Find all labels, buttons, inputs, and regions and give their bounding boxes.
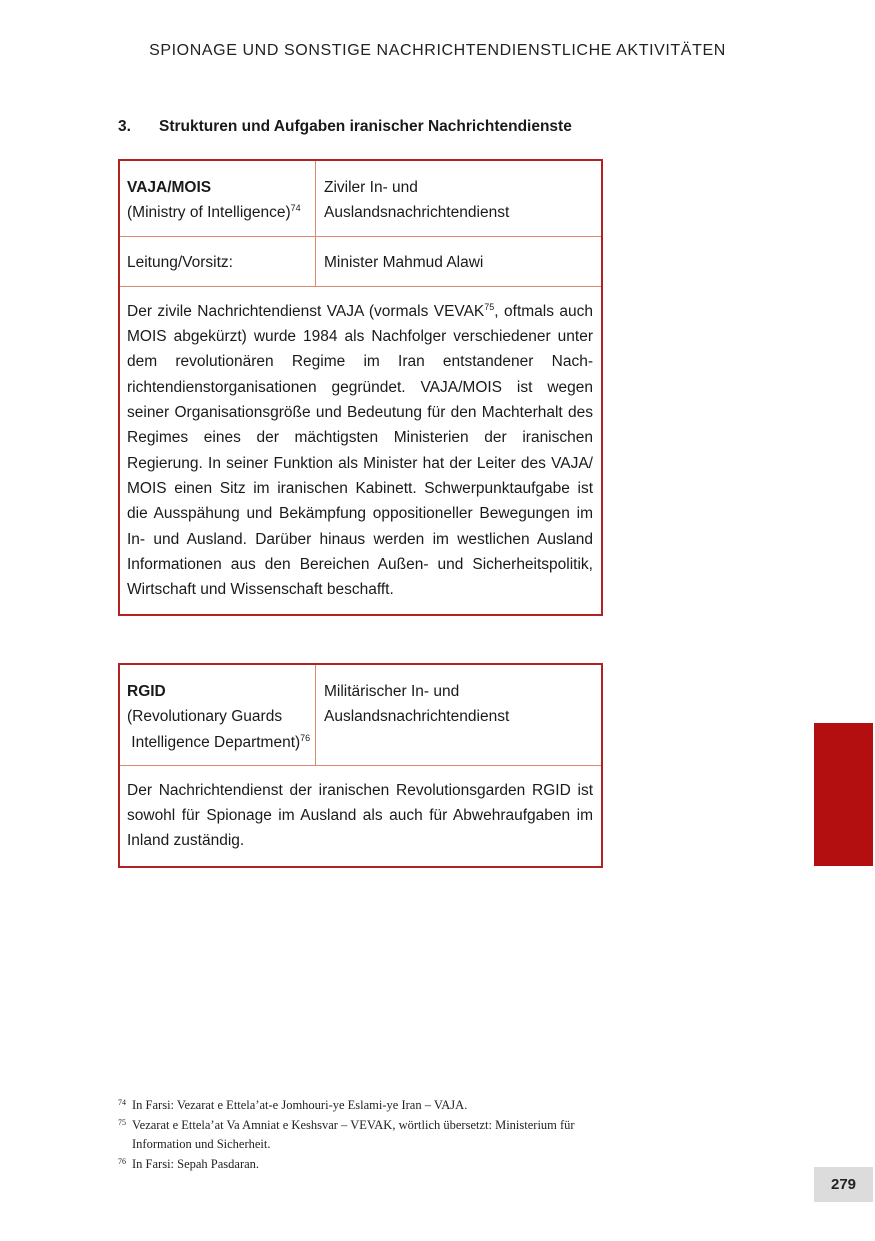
- vaja-header-row: [120, 161, 601, 237]
- running-header: SPIONAGE UND SONSTIGE NACHRICHTENDIENSTLICHE AKTIVITÄTEN: [149, 42, 726, 59]
- vaja-type-line2: Auslandsnachrichtendienst: [324, 204, 510, 222]
- chapter-side-tab: [814, 723, 873, 866]
- vaja-mois-box: [118, 159, 603, 616]
- section-number: 3.: [118, 118, 131, 135]
- rgid-type-line2: Auslandsnachrichtendienst: [324, 708, 510, 726]
- rgid-header-row: [120, 665, 601, 766]
- vaja-name-cell: [120, 161, 316, 236]
- vaja-type-cell: [316, 161, 601, 236]
- vaja-leader-row: [120, 237, 601, 287]
- rgid-type-line1: Militärischer In- und: [324, 683, 460, 700]
- rgid-name-cell: [120, 665, 316, 765]
- footnote-74: 74 In Farsi: Vezarat e Ettela’at-e Jomhouri-ye Eslami-ye Iran – VAJA.: [118, 1098, 468, 1112]
- vaja-type-line1: Ziviler In- und: [324, 179, 418, 196]
- rgid-fullname-line2: Intelligence Department)$^{76}$: [127, 732, 311, 751]
- vaja-leader-label: Leitung/Vorsitz:: [120, 237, 316, 286]
- vaja-leader-value: Minister Mahmud Alawi: [324, 253, 484, 271]
- vaja-description-row: [120, 287, 601, 615]
- page-number: 279: [814, 1167, 873, 1202]
- footnote-ref-76: 76: [300, 732, 311, 743]
- section-title: Strukturen und Aufgaben iranischer Nachrichtendienste: [159, 118, 572, 135]
- section-heading: [118, 118, 572, 136]
- rgid-type-cell: [316, 665, 601, 765]
- rgid-description-row: [120, 766, 601, 866]
- footnotes: [118, 1096, 608, 1174]
- rgid-description: Der Nachrichtendienst der iranischen Revolutionsgarden RGID ist sowohl für Spionage im Ausland als auch für Abwehraufgaben im Inland zuständig.: [127, 781, 593, 850]
- rgid-fullname-line1: (Revolutionary Guards: [127, 708, 283, 726]
- footnote-76: 76 In Farsi: Sepah Pasdaran.: [118, 1156, 260, 1171]
- footnote-ref-74: 74: [290, 203, 301, 214]
- rgid-name: RGID: [127, 683, 166, 700]
- rgid-box: [118, 663, 603, 868]
- vaja-name: VAJA/MOIS: [127, 179, 212, 196]
- footnote-75: 75 Vezarat e Ettela’at Va Amniat e Keshsvar – VEVAK, wörtlich übersetzt: Ministerium für Information und Sicherheit.: [118, 1117, 575, 1151]
- footnote-ref-75: 75: [484, 301, 495, 312]
- vaja-fullname: (Ministry of Intelligence)$^{74}$: [127, 203, 301, 222]
- vaja-description: Der zivile Nachrichtendienst VAJA (vormals VEVAK$^{75}$, oftmals auch MOIS abgekürzt) wurde 1984 als Nachfolger verschiedener unter dem revolutionären Regime im Iran entstandener Nachrichtendienstorganisationen gegründet. VAJA/MOIS ist wegen seiner Organisationsgröße und Bedeutung für den Machterhalt des Regimes eines der mächtigsten Ministerien der iranischen Regierung. In seiner Funktion als Minister hat der Leiter des VAJA/ MOIS einen Sitz im iranischen Kabinett. Schwerpunktaufgabe ist die Ausspähung und Bekämpfung oppositioneller Bewegungen im In- und Ausland. Darüber hinaus werden im westlichen Ausland Informationen aus den Bereichen Außen- und Sicherheitspolitik, Wirtschaft und Wissenschaft beschafft.: [127, 301, 593, 599]
